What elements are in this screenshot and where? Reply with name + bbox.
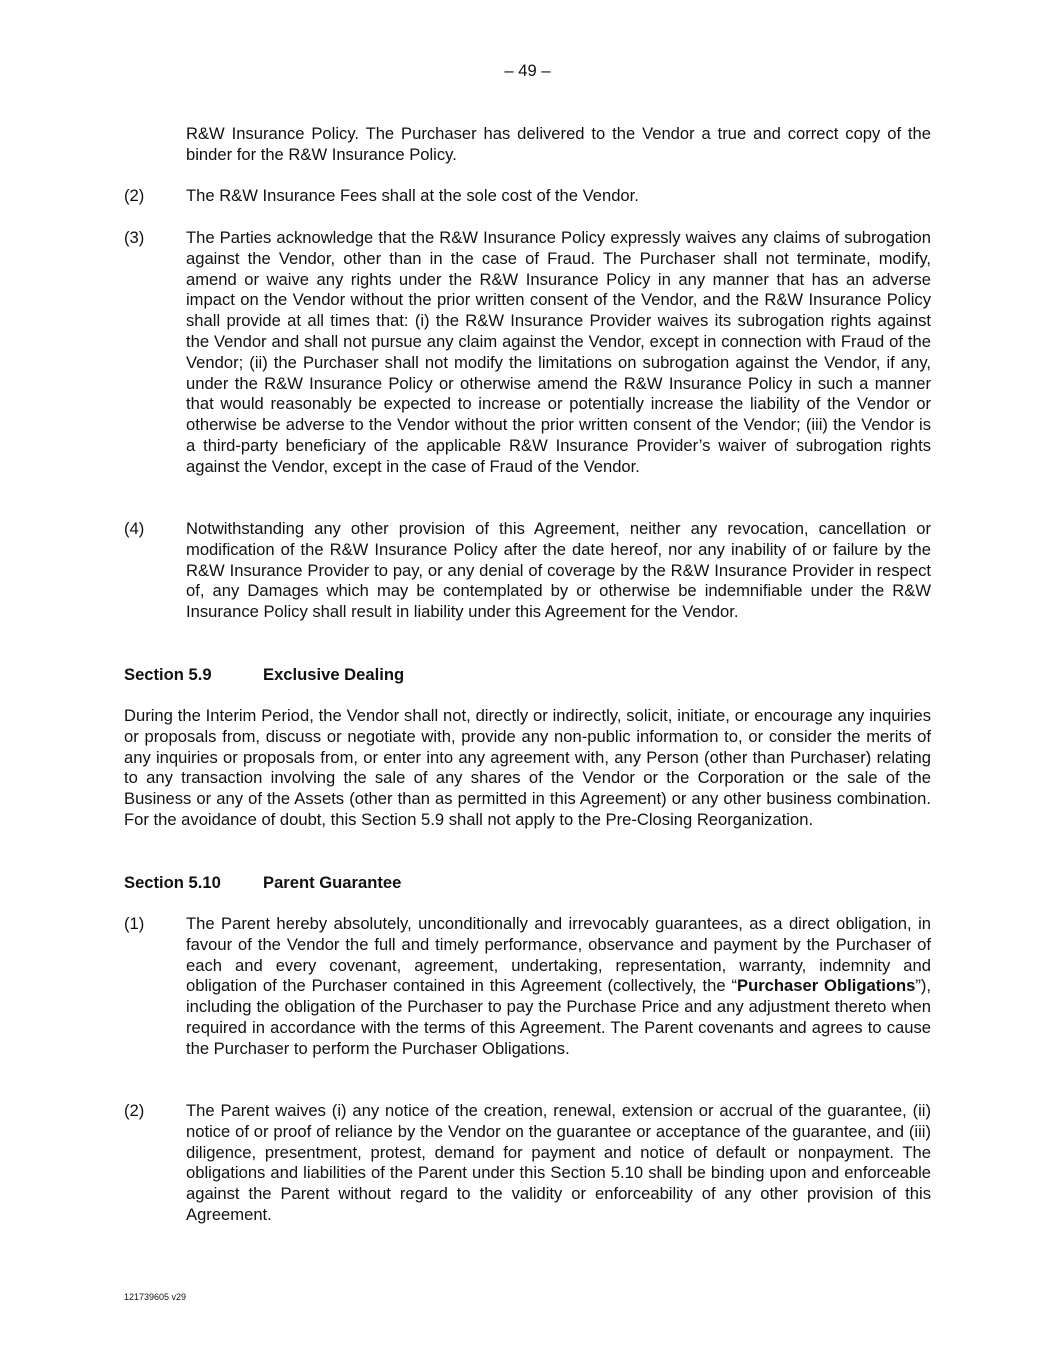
guarantee-clause-2-text: The Parent waives (i) any notice of the creation, renewal, extension or accrual of the guarantee, (ii) notice of or proof of reliance by the Vendor on the guarantee or acceptance of the guarantee, and (iii) diligence, presentment, protest, demand for payment and notice of default or nonpayment. The obligations and liabilities of the Parent under this Section 5.10 shall be binding upon and enforceable against the Parent without regard to the validity or enforceability of any other provision of this Agreement. bbox=[186, 1101, 931, 1224]
clause-4-text: Notwithstanding any other provision of this Agreement, neither any revocation, cancellation or modification of the R&W Insurance Policy after the date hereof, nor any inability of or failure by the R&W Insurance Provider to pay, or any denial of coverage by the R&W Insurance Provider in respect of, any Damages which may be contemplated by or otherwise be indemnifiable under the R&W Insurance Policy shall result in liability under this Agreement for the Vendor. bbox=[186, 519, 931, 622]
guarantee-clause-1-text-after: ”), including the obligation of the Purchaser to pay the Purchase Price and any adjustment thereto when required in accordance with the terms of this Agreement. The Parent covenants and agrees to cause the Purchaser to perform the Purchaser Obligations. bbox=[186, 976, 931, 1058]
clause-2-number: (2) bbox=[124, 186, 145, 205]
guarantee-clause-1-text-before: The Parent hereby absolutely, unconditionally and irrevocably guarantees, as a direct obligation, in favour of the Vendor the full and timely performance, observance and payment by the Purchaser of each and every covenant, agreement, undertaking, representation, warranty, indemnity and obligation of the Purchaser contained in this Agreement (collectively, the “ bbox=[186, 914, 931, 996]
clause-2-text: The R&W Insurance Fees shall at the sole cost of the Vendor. bbox=[186, 186, 639, 205]
continuation-paragraph: R&W Insurance Policy. The Purchaser has delivered to the Vendor a true and correct copy of the binder for the R&W Insurance Policy. bbox=[186, 124, 931, 164]
clause-3-number: (3) bbox=[124, 228, 145, 247]
guarantee-clause-1-text bbox=[186, 914, 931, 1060]
guarantee-clause-1-number: (1) bbox=[124, 914, 145, 933]
clause-4-number: (4) bbox=[124, 519, 145, 538]
section-5-9-number: Section 5.9 bbox=[124, 665, 212, 684]
page-number: – 49 – bbox=[504, 61, 551, 80]
section-5-9-title: Exclusive Dealing bbox=[263, 665, 405, 684]
section-5-9-heading bbox=[124, 665, 405, 686]
clause-3-text: The Parties acknowledge that the R&W Insurance Policy expressly waives any claims of subrogation against the Vendor, other than in the case of Fraud. The Purchaser shall not terminate, modify, amend or waive any rights under the R&W Insurance Policy in any manner that has an adverse impact on the Vendor without the prior written consent of the Vendor, and the R&W Insurance Policy shall provide at all times that: (i) the R&W Insurance Provider waives its subrogation rights against the Vendor and shall not pursue any claim against the Vendor, except in connection with Fraud of the Vendor; (ii) the Purchaser shall not modify the limitations on subrogation against the Vendor, if any, under the R&W Insurance Policy or otherwise amend the R&W Insurance Policy in such a manner that would reasonably be expected to increase or potentially increase the liability of the Vendor or otherwise be adverse to the Vendor without the prior written consent of the Vendor; (iii) the Vendor is a third-party beneficiary of the applicable R&W Insurance Provider’s waiver of subrogation rights against the Vendor, except in the case of Fraud of the Vendor. bbox=[186, 228, 931, 476]
defined-term-purchaser-obligations: Purchaser Obligations bbox=[737, 976, 916, 996]
guarantee-clause-2-number: (2) bbox=[124, 1101, 145, 1120]
section-5-10-heading bbox=[124, 873, 402, 894]
section-5-10-number: Section 5.10 bbox=[124, 873, 221, 892]
document-footer-id: 121739605 v29 bbox=[124, 1292, 187, 1302]
section-5-10-title: Parent Guarantee bbox=[263, 873, 402, 892]
section-5-9-body: During the Interim Period, the Vendor shall not, directly or indirectly, solicit, initiate, or encourage any inquiries or proposals from, discuss or negotiate with, provide any non-public information to, or consider the merits of any inquiries or proposals from, or enter into any agreement with, any Person (other than Purchaser) relating to any transaction involving the sale of any shares of the Vendor or the Corporation or the sale of the Business or any of the Assets (other than as permitted in this Agreement) or any other business combination. For the avoidance of doubt, this Section 5.9 shall not apply to the Pre-Closing Reorganization. bbox=[124, 706, 931, 829]
